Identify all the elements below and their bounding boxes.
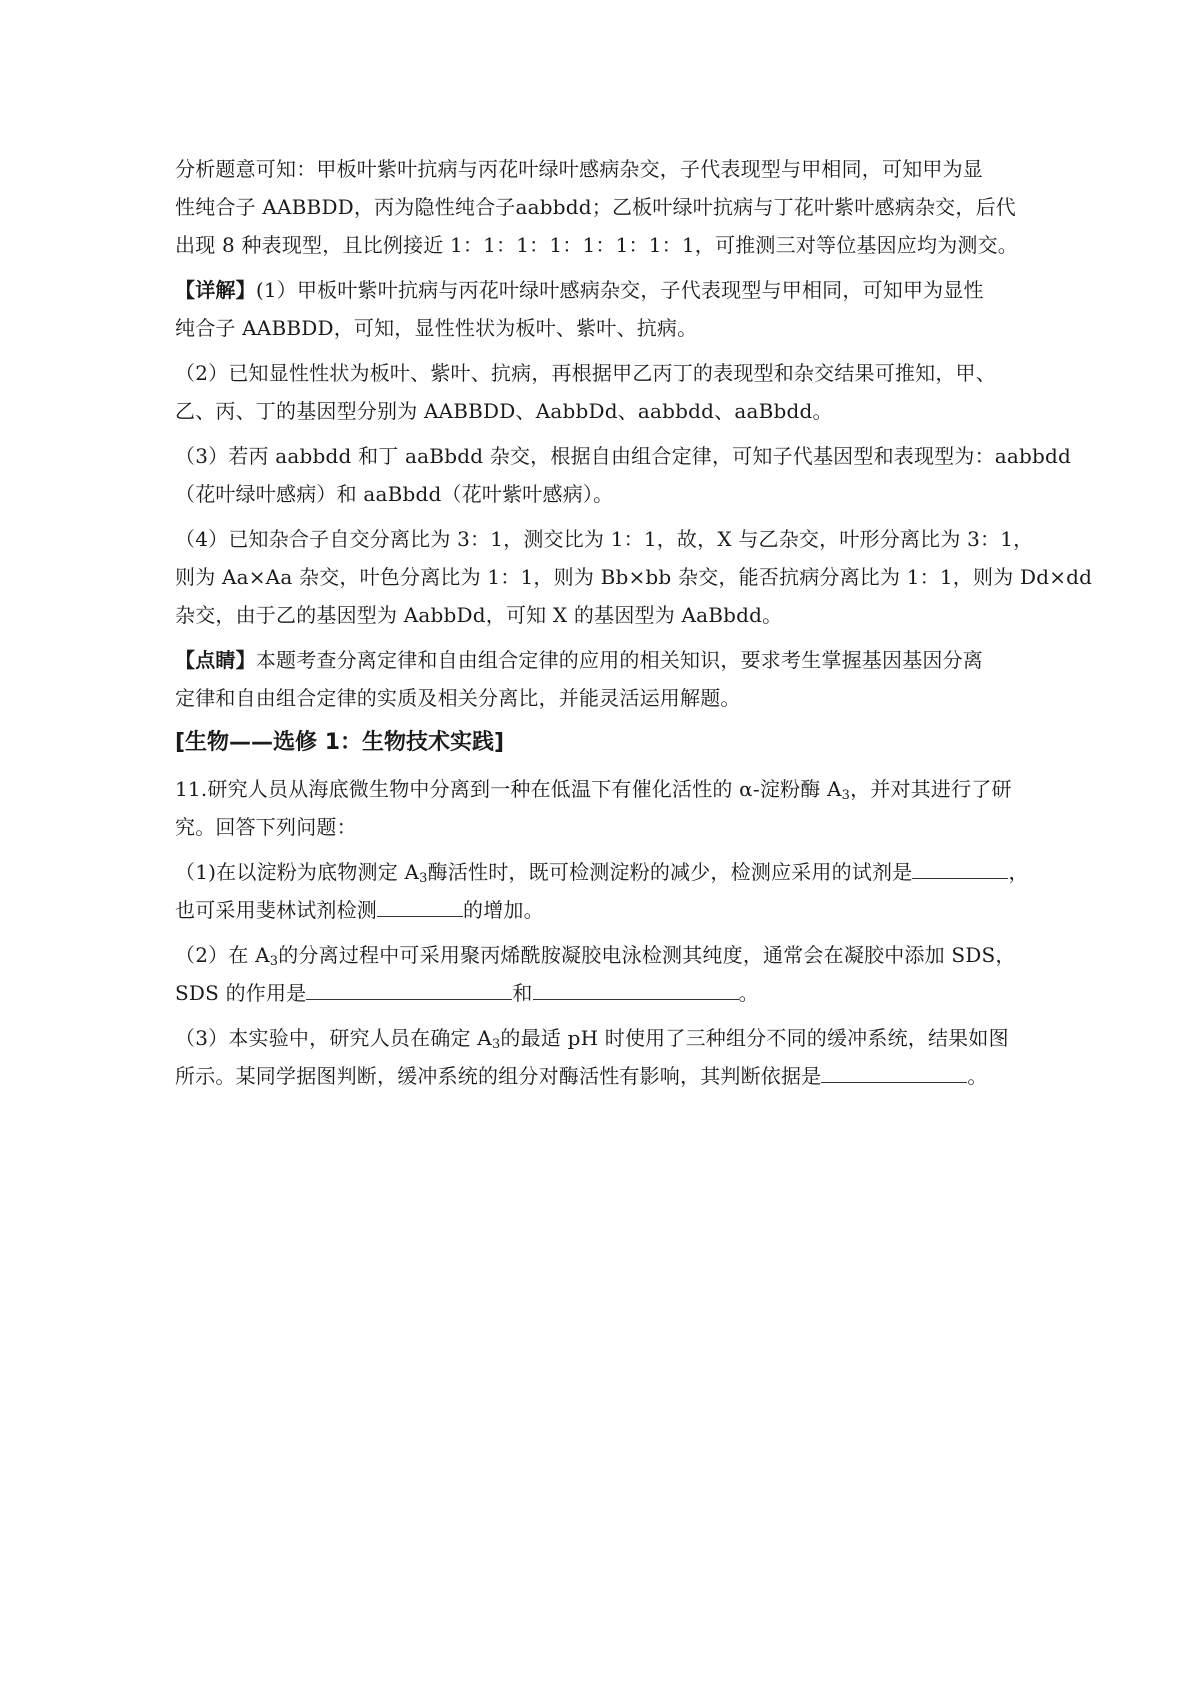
comment-text: 本题考查分离定律和自由组合定律的应用的相关知识，要求考生掌握基因基因分离	[255, 648, 984, 672]
q2-text: 的分离过程中可采用聚丙烯酰胺凝胶电泳检测其纯度，通常会在凝胶中添加 SDS，	[278, 943, 1016, 967]
q3-text: （3）本实验中，研究人员在确定 A	[175, 1026, 492, 1050]
detail-text: (1）甲板叶紫叶抗病与丙花叶绿叶感病杂交，子代表现型与甲相同，可知甲为显性	[255, 278, 984, 302]
detail-line	[175, 271, 1045, 309]
detail-line: （花叶绿叶感病）和 aaBbdd（花叶紫叶感病）。	[175, 482, 614, 506]
section-heading: [生物——选修 1：生物技术实践]	[175, 730, 505, 755]
question-stem	[175, 770, 1045, 846]
comment-tag: 【点睛】	[175, 648, 256, 672]
q3-text: 的最适 pH 时使用了三种组分不同的缓冲系统，结果如图	[500, 1026, 1009, 1050]
sub-question-2	[175, 936, 1045, 1012]
comment-paragraph	[175, 641, 1045, 717]
analysis-line: 分析题意可知：甲板叶紫叶抗病与丙花叶绿叶感病杂交，子代表现型与甲相同，可知甲为显	[175, 157, 983, 181]
detail-line: 纯合子 AABBDD，可知，显性性状为板叶、紫叶、抗病。	[175, 316, 698, 340]
question-line	[175, 936, 1045, 974]
detail-paragraph-4	[175, 520, 1093, 634]
q2-text: 和	[512, 981, 533, 1005]
stem-text: 11.研究人员从海底微生物中分离到一种在低温下有催化活性的 α-淀粉酶 A	[175, 777, 842, 801]
detail-line: （2）已知显性性状为板叶、紫叶、抗病，再根据甲乙丙丁的表现型和杂交结果可推知，甲、	[175, 361, 996, 385]
analysis-paragraph	[175, 150, 1045, 264]
question-line	[175, 891, 1045, 929]
q2-text: SDS 的作用是	[175, 981, 307, 1005]
q3-text: 所示。某同学据图判断，缓冲系统的组分对酶活性有影响，其判断依据是	[175, 1064, 822, 1088]
detail-line: 杂交，由于乙的基因型为 AabbDd，可知 X 的基因型为 AaBbdd。	[175, 603, 783, 627]
comment-line	[175, 641, 1045, 679]
detail-paragraph-2	[175, 354, 1045, 430]
answer-blank[interactable]	[912, 856, 1008, 879]
q2-text: （2）在 A	[175, 943, 270, 967]
detail-paragraph-3	[175, 437, 1072, 513]
stem-text: ，并对其进行了研	[850, 777, 1012, 801]
detail-line: 则为 Aa×Aa 杂交，叶色分离比为 1：1，则为 Bb×bb 杂交，能否抗病分离比为 1：1，则为 Dd×dd	[175, 565, 1093, 589]
subscript: 3	[269, 954, 279, 969]
detail-line: （4）已知杂合子自交分离比为 3：1，测交比为 1：1，故，X 与乙杂交，叶形分离比为 3：1，	[175, 527, 1034, 551]
analysis-line: 性纯合子 AABBDD，丙为隐性纯合子aabbdd；乙板叶绿叶抗病与丁花叶紫叶感病杂交，后代	[175, 195, 1016, 219]
detail-tag: 【详解】	[175, 278, 256, 302]
question-line	[175, 974, 1045, 1012]
q1-text: （1)在以淀粉为底物测定 A	[175, 860, 420, 884]
q1-text: 也可采用斐林试剂检测	[175, 898, 377, 922]
document-page	[175, 150, 1093, 1102]
question-line	[175, 1057, 1045, 1095]
analysis-line: 出现 8 种表现型，且比例接近 1：1：1：1：1：1：1：1，可推测三对等位基因应均为测交。	[175, 233, 1018, 257]
detail-line: （3）若丙 aabbdd 和丁 aaBbdd 杂交，根据自由组合定律，可知子代基因型和表现型为：aabbdd	[175, 444, 1072, 468]
answer-blank[interactable]	[821, 1060, 967, 1083]
question-line	[175, 770, 1045, 808]
answer-blank[interactable]	[306, 977, 512, 1000]
answer-blank[interactable]	[533, 977, 739, 1000]
answer-blank[interactable]	[377, 894, 463, 917]
q1-text: 的增加。	[463, 898, 544, 922]
question-line: 究。回答下列问题：	[175, 815, 357, 839]
subscript: 3	[841, 788, 851, 803]
q1-text: 酶活性时，既可检测淀粉的减少，检测应采用的试剂是	[427, 860, 913, 884]
q3-text: 。	[967, 1064, 988, 1088]
q2-text: 。	[738, 981, 759, 1005]
sub-question-1	[175, 853, 1045, 929]
q1-text: ，	[1008, 860, 1029, 884]
detail-line: 乙、丙、丁的基因型分别为 AABBDD、AabbDd、aabbdd、aaBbdd。	[175, 399, 833, 423]
detail-paragraph-1	[175, 271, 1045, 347]
comment-line: 定律和自由组合定律的实质及相关分离比，并能灵活运用解题。	[175, 686, 741, 710]
question-line	[175, 853, 1045, 891]
subscript: 3	[419, 871, 428, 886]
subscript: 3	[491, 1037, 501, 1052]
question-line	[175, 1019, 1045, 1057]
sub-question-3	[175, 1019, 1045, 1095]
